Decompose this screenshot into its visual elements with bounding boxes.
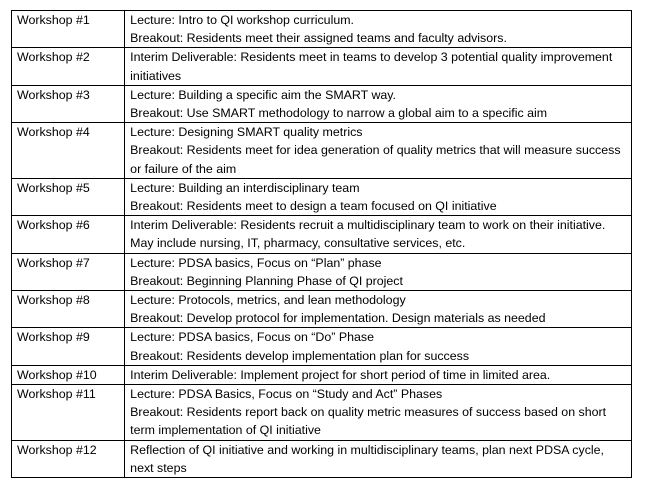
workshop-name: Workshop #2 <box>12 48 125 85</box>
workshop-schedule <box>11 10 632 478</box>
workshop-row <box>12 440 632 477</box>
workshop-description-line: Interim Deliverable: Residents meet in teams to develop 3 potential quality improvement initiatives <box>130 50 613 83</box>
workshop-name: Workshop #6 <box>12 216 125 253</box>
workshop-name: Workshop #3 <box>12 85 125 122</box>
workshop-description <box>125 328 632 365</box>
workshop-description-line: Lecture: PDSA Basics, Focus on “Study and Act” Phases <box>130 387 443 402</box>
workshop-row <box>12 328 632 365</box>
workshop-name: Workshop #9 <box>12 328 125 365</box>
workshop-description <box>125 385 632 441</box>
workshop-description-line: Breakout: Residents meet to design a team focused on QI initiative <box>130 199 497 214</box>
workshop-description-line: Lecture: Designing SMART quality metrics <box>130 125 363 140</box>
workshop-description-line: Breakout: Develop protocol for implementation. Design materials as needed <box>130 311 546 326</box>
workshop-row <box>12 365 632 384</box>
workshop-row <box>12 253 632 290</box>
workshop-description <box>125 85 632 122</box>
workshop-description-line: Breakout: Residents meet their assigned teams and faculty advisors. <box>130 31 507 46</box>
workshop-table-body <box>12 11 632 478</box>
workshop-row <box>12 385 632 441</box>
workshop-description-line: Lecture: Protocols, metrics, and lean methodology <box>130 293 406 308</box>
workshop-description <box>125 365 632 384</box>
workshop-table <box>11 10 632 478</box>
workshop-description-line: Breakout: Residents develop implementation plan for success <box>130 348 470 363</box>
workshop-description-line: Lecture: Building a specific aim the SMART way. <box>130 87 397 102</box>
workshop-description-line: Breakout: Residents meet for idea generation of quality metrics that will measure success or failure of the aim <box>130 143 621 176</box>
workshop-description-line: Lecture: PDSA basics, Focus on “Do” Phase <box>130 330 374 345</box>
workshop-description-line: Breakout: Use SMART methodology to narrow a global aim to a specific aim <box>130 106 548 121</box>
workshop-name: Workshop #5 <box>12 178 125 215</box>
workshop-description <box>125 216 632 253</box>
workshop-name: Workshop #1 <box>12 11 125 48</box>
workshop-description-line: Interim Deliverable: Residents recruit a multidisciplinary team to work on their initiative. May include nursing, IT, pharmacy, consultative services, etc. <box>130 218 606 251</box>
workshop-description <box>125 291 632 328</box>
workshop-description <box>125 11 632 48</box>
workshop-row <box>12 85 632 122</box>
workshop-row <box>12 291 632 328</box>
workshop-name: Workshop #4 <box>12 123 125 179</box>
workshop-description-line: Breakout: Beginning Planning Phase of QI project <box>130 273 403 288</box>
workshop-description <box>125 440 632 477</box>
workshop-name: Workshop #10 <box>12 365 125 384</box>
workshop-row <box>12 216 632 253</box>
workshop-description-line: Reflection of QI initiative and working in multidisciplinary teams, plan next PDSA cycle, next steps <box>130 442 604 475</box>
workshop-row <box>12 123 632 179</box>
workshop-description <box>125 123 632 179</box>
workshop-description-line: Lecture: Intro to QI workshop curriculum. <box>130 13 354 27</box>
workshop-description <box>125 178 632 215</box>
workshop-description-line: Breakout: Residents report back on quality metric measures of success based on short term implementation of QI initiative <box>130 405 607 438</box>
workshop-description <box>125 253 632 290</box>
workshop-row <box>12 48 632 85</box>
workshop-name: Workshop #7 <box>12 253 125 290</box>
workshop-description <box>125 48 632 85</box>
workshop-name: Workshop #11 <box>12 385 125 441</box>
workshop-description-line: Lecture: PDSA basics, Focus on “Plan” phase <box>130 255 382 270</box>
workshop-name: Workshop #12 <box>12 440 125 477</box>
workshop-description-line: Lecture: Building an interdisciplinary team <box>130 180 360 195</box>
workshop-name: Workshop #8 <box>12 291 125 328</box>
workshop-row <box>12 178 632 215</box>
workshop-row <box>12 11 632 48</box>
workshop-description-line: Interim Deliverable: Implement project for short period of time in limited area. <box>130 367 551 382</box>
